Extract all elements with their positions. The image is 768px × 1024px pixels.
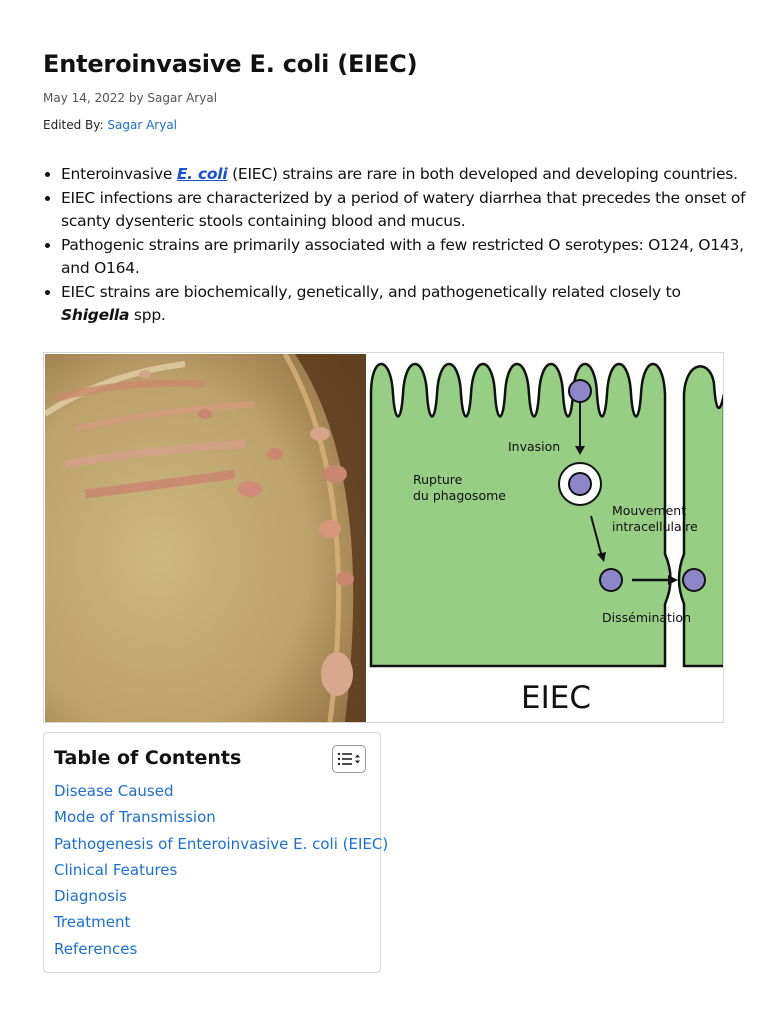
post-meta: May 14, 2022 by Sagar Aryal xyxy=(43,91,218,105)
label-mouvement-line2: intracellulaire xyxy=(612,519,698,534)
list-item: • Pathogenic strains are primarily associated with a few restricted O serotypes: O124, O143, and O164. xyxy=(61,234,751,281)
edited-by-label: Edited By: xyxy=(43,118,104,132)
culture-plate-photo xyxy=(45,354,366,722)
label-dissemination: Dissémination xyxy=(602,610,691,625)
toc-item xyxy=(54,804,388,830)
edited-by xyxy=(43,118,177,132)
toc-link-disease-caused[interactable]: Disease Caused xyxy=(54,782,174,800)
toc-item xyxy=(54,936,388,962)
bullet-text: EIEC strains are biochemically, genetically, and pathogenetically related closely to xyxy=(61,282,681,301)
bacterium-entering xyxy=(569,380,591,402)
label-rupture-line1: Rupture xyxy=(413,472,463,487)
table-of-contents xyxy=(43,732,389,973)
toc-list xyxy=(54,778,388,962)
list-item: • EIEC infections are characterized by a period of watery diarrhea that precedes the onset of scanty dysenteric stools containing blood and mucus. xyxy=(61,187,751,234)
key-points-list xyxy=(43,163,751,328)
toc-item xyxy=(54,883,388,909)
toc-title: Table of Contents xyxy=(54,747,242,769)
toc-link-clinical-features[interactable]: Clinical Features xyxy=(54,860,178,879)
label-rupture-line2: du phagosome xyxy=(413,488,506,503)
toc-item xyxy=(54,857,388,883)
toc-link-references[interactable]: References xyxy=(54,939,138,958)
list-toggle-icon xyxy=(333,746,365,772)
toc-link-mode-of-transmission[interactable]: Mode of Transmission xyxy=(54,808,216,827)
diagram-title-eiec: EIEC xyxy=(521,680,591,716)
label-invasion: Invasion xyxy=(508,439,561,454)
list-item xyxy=(61,163,751,187)
label-mouvement-line1: Mouvement xyxy=(612,503,687,518)
editor-link[interactable]: Sagar Aryal xyxy=(107,118,178,132)
toc-item xyxy=(54,909,388,935)
bacterium-in-phagosome xyxy=(569,473,591,495)
ecoli-link[interactable]: E. coli xyxy=(176,165,228,183)
bullet-text: Enteroinvasive xyxy=(61,165,173,183)
eiec-pathogenesis-diagram xyxy=(366,354,724,722)
bacterium-spreading xyxy=(683,569,705,591)
bacterium-intracellular xyxy=(600,569,622,591)
toc-link-treatment[interactable]: Treatment xyxy=(54,913,131,932)
toc-toggle-button[interactable] xyxy=(332,745,366,773)
shigella-term: Shigella xyxy=(61,306,130,324)
bullet-text: spp. xyxy=(133,306,166,324)
list-item xyxy=(61,281,751,328)
dissemination-arrowhead xyxy=(668,575,678,585)
toc-item xyxy=(54,831,388,857)
bullet-text: (EIEC) strains are rare in both developed and developing countries. xyxy=(232,165,738,183)
toc-link-diagnosis[interactable]: Diagnosis xyxy=(54,887,127,906)
page-title: Enteroinvasive E. coli (EIEC) xyxy=(43,50,418,78)
toc-item xyxy=(54,778,388,804)
featured-figure xyxy=(43,352,724,723)
toc-link-pathogenesis[interactable]: Pathogenesis of Enteroinvasive E. coli (EIEC) xyxy=(54,834,389,853)
